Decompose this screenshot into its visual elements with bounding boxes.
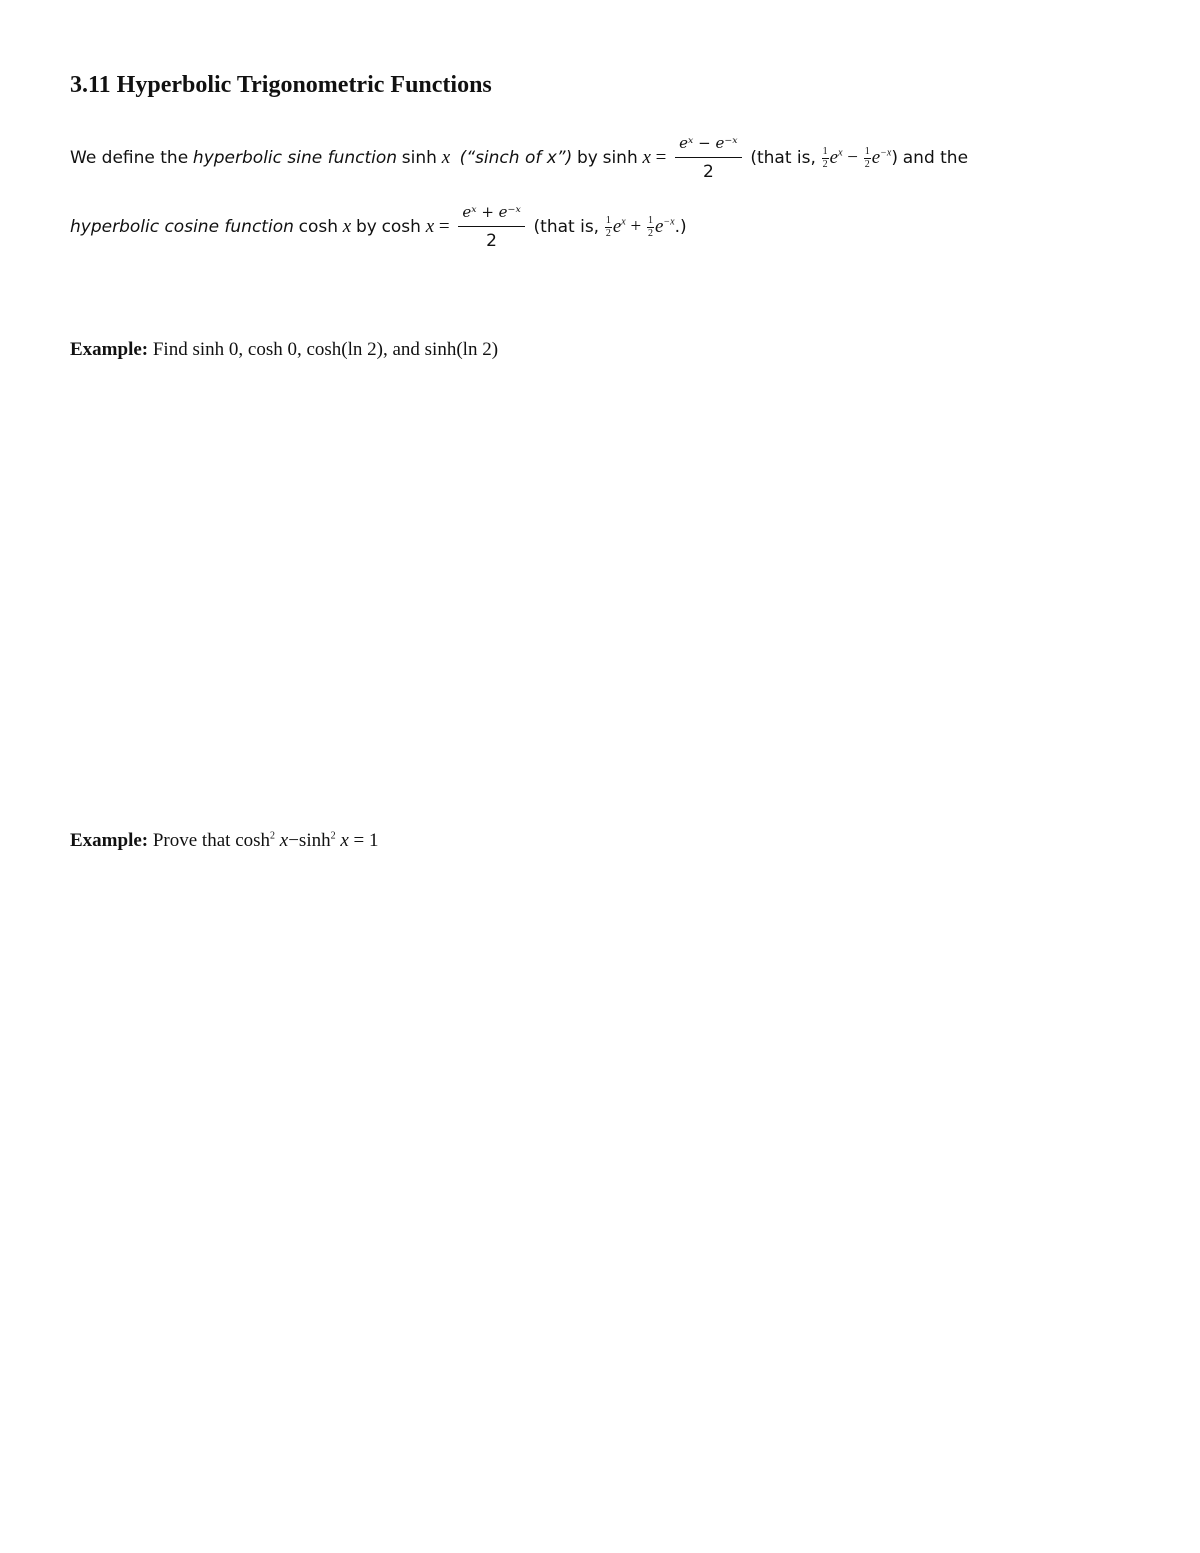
sinh-denominator: 2 — [702, 162, 714, 182]
cosh-term1: $e^x$ — [612, 215, 626, 237]
cosh-equals: = — [438, 215, 450, 237]
sinh-definition — [70, 136, 968, 181]
cosh-fraction — [458, 205, 524, 250]
cosh-notation-var: x — [342, 215, 352, 237]
cosh-definition — [70, 205, 687, 250]
example-2-rhs: = 1 — [353, 830, 379, 851]
sinh-term: hyperbolic sine function — [192, 147, 398, 168]
example-2-text: Prove that — [152, 830, 231, 851]
cosh-by: by — [355, 216, 377, 237]
cosh-half-1: $\frac{1}{2}$ — [605, 215, 611, 239]
cosh-term2: $e^{-x}$ — [654, 215, 675, 237]
sinh-equals: = — [655, 146, 667, 168]
cosh-numerator: eˣ + e⁻ˣ — [458, 205, 524, 227]
sinh-trail: and the — [902, 147, 969, 168]
sinh-minus: − — [847, 146, 858, 168]
sinh-term1: $e^x$ — [829, 146, 843, 168]
cosh-lhs-fn: cosh — [381, 216, 421, 237]
sinh-that-is: (that is, — [750, 147, 816, 168]
sinh-lead-text: We define the — [70, 147, 189, 168]
cosh-that-is: (that is, — [533, 216, 600, 237]
cosh-lhs-var: x — [425, 215, 435, 237]
cosh-denominator: 2 — [486, 231, 497, 251]
cosh-notation: cosh — [298, 216, 339, 237]
example-2-sinh: $\sinh^2$ — [298, 830, 336, 851]
sinh-by: by — [576, 147, 598, 168]
cosh-term: hyperbolic cosine function — [70, 216, 294, 237]
sinh-half-2: $\frac{1}{2}$ — [864, 146, 870, 170]
sinh-fraction — [675, 136, 741, 181]
sinh-notation: sinh — [401, 147, 437, 168]
example-2-label: Example: — [70, 830, 149, 851]
sinh-close: ) — [891, 147, 898, 168]
sinh-notation-var: x — [441, 146, 451, 168]
cosh-half-2: $\frac{1}{2}$ — [647, 215, 653, 239]
page-title: 3.11 Hyperbolic Trigonometric Functions — [70, 72, 492, 98]
sinh-lhs-fn: sinh — [602, 147, 638, 168]
sinh-half-1: $\frac{1}{2}$ — [822, 146, 828, 170]
example-2-var1: x — [279, 830, 289, 851]
cosh-plus: + — [630, 215, 642, 237]
example-2-minus: − — [288, 830, 299, 851]
sinh-numerator: eˣ − e⁻ˣ — [675, 136, 741, 158]
sinh-pronunciation: (“sinch of x”) — [459, 147, 573, 168]
example-1-math: sinh 0, cosh 0, cosh(ln 2), and sinh(ln 2) — [192, 339, 499, 360]
example-2-var2: x — [340, 830, 349, 851]
example-2 — [70, 831, 379, 850]
example-1-text: Find — [152, 339, 188, 360]
sinh-lhs-var: x — [642, 146, 651, 168]
example-1-label: Example: — [70, 339, 149, 360]
cosh-close: .) — [674, 216, 687, 237]
example-1 — [70, 340, 498, 359]
example-2-cosh: $\cosh^2$ — [235, 830, 276, 851]
sinh-term2: $e^{-x}$ — [871, 146, 892, 168]
